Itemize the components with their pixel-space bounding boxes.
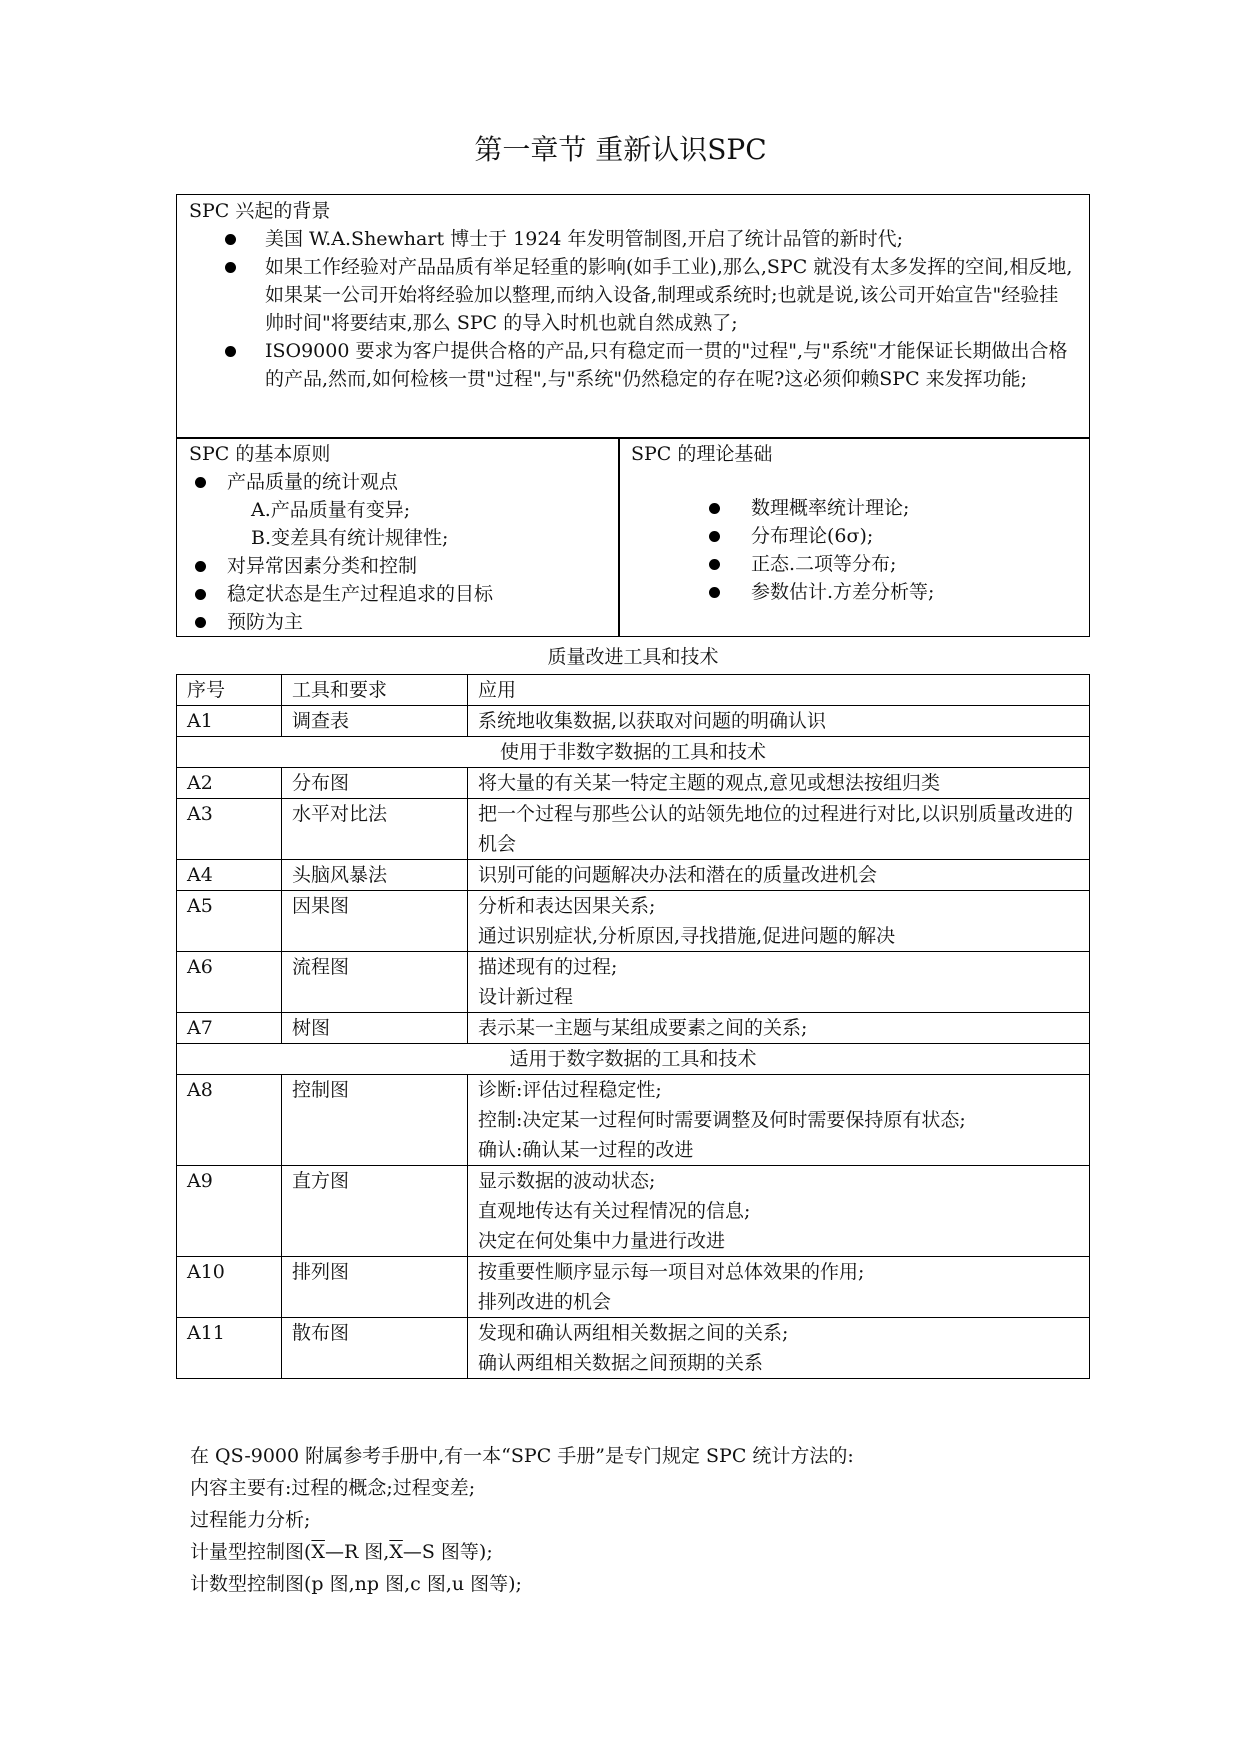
cell-app [468,768,1090,799]
theory-section [618,437,1090,637]
cell-tool: 水平对比法 [282,799,468,860]
app-line: 确认两组相关数据之间预期的关系 [478,1352,764,1374]
app-line: 发现和确认两组相关数据之间的关系; [478,1322,789,1344]
section-row [177,737,1090,768]
principle-item: 稳定状态是生产过程追求的目标 [189,580,607,608]
footer-line: 过程能力分析; [190,1509,311,1531]
app-line: 通过识别症状,分析原因,寻找措施,促进问题的解决 [478,925,896,947]
background-bullet: 美国 W.A.Shewhart 博士于 1924 年发明管制图,开启了统计品管的新时代; [189,225,1077,253]
cell-no: A11 [177,1318,282,1379]
theory-item: 数理概率统计理论; [631,494,1077,522]
cell-app [468,891,1090,952]
footer-line: 内容主要有:过程的概念;过程变差; [190,1477,476,1499]
page-title: 第一章节 重新认识SPC [474,133,767,166]
app-line: 分析和表达因果关系; [478,895,656,917]
cell-no: A6 [177,952,282,1013]
bullet-dot-icon [195,617,206,628]
cell-tool: 流程图 [282,952,468,1013]
app-line: 把一个过程与那些公认的站领先地位的过程进行对比,以识别质量改进的机会 [478,803,1074,855]
theory-heading: SPC 的理论基础 [631,443,773,465]
section-row [177,1044,1090,1075]
footer-line: 在 QS-9000 附属参考手册中,有一本“SPC 手册”是专门规定 SPC 统计方法的: [190,1445,854,1467]
table-row [177,891,1090,952]
bullet-dot-icon [225,234,236,245]
bullet-dot-icon [195,589,206,600]
footer-line: 计量型控制图($\overline{X}—R$ 图$,\overline{X}—S$ 图等); [190,1541,493,1563]
background-section [176,194,1090,439]
cell-no: A3 [177,799,282,860]
principle-item: 对异常因素分类和控制 [189,552,607,580]
cell-no: A2 [177,768,282,799]
background-heading: SPC 兴起的背景 [189,200,331,222]
app-line: 按重要性顺序显示每一项目对总体效果的作用; [478,1261,865,1283]
bullet-dot-icon [709,559,720,570]
table-row [177,952,1090,1013]
bullet-dot-icon [709,587,720,598]
section-title: 使用于非数字数据的工具和技术 [177,737,1090,768]
table-row [177,706,1090,737]
cell-app [468,706,1090,737]
table-row [177,1257,1090,1318]
cell-no: A9 [177,1166,282,1257]
cell-no: A10 [177,1257,282,1318]
principles-section [176,437,620,637]
app-line: 描述现有的过程; [478,956,618,978]
app-line: 表示某一主题与某组成要素之间的关系; [478,1017,808,1039]
bullet-dot-icon [225,346,236,357]
bullet-dot-icon [195,477,206,488]
app-line: 排列改进的机会 [478,1291,612,1313]
cell-tool: 控制图 [282,1075,468,1166]
principle-item: 产品质量的统计观点 [189,468,607,496]
header-tool: 工具和要求 [282,675,468,706]
tools-caption: 质量改进工具和技术 [547,646,719,668]
app-line: 将大量的有关某一特定主题的观点,意见或想法按组归类 [478,772,941,794]
xbar-symbol: $\overline{X}$ [311,1541,325,1563]
background-bullet: ISO9000 要求为客户提供合格的产品,只有稳定而一贯的"过程",与"系统"才能保证长期做出合格的产品,然而,如何检核一贯"过程",与"系统"仍然稳定的存在呢?这必须仰赖SPC 来发挥功能; [189,337,1077,393]
cell-app [468,860,1090,891]
bullet-dot-icon [709,503,720,514]
app-line: 系统地收集数据,以获取对问题的明确认识 [478,710,827,732]
principle-item: 预防为主 [189,608,607,636]
header-no: 序号 [177,675,282,706]
table-row [177,1013,1090,1044]
cell-app [468,1257,1090,1318]
app-line: 诊断:评估过程稳定性; [478,1079,662,1101]
principle-subitem: A.产品质量有变异; [251,499,411,521]
table-row [177,1166,1090,1257]
cell-no: A4 [177,860,282,891]
table-row [177,768,1090,799]
table-header-row [177,675,1090,706]
cell-tool: 因果图 [282,891,468,952]
app-line: 直观地传达有关过程情况的信息; [478,1200,751,1222]
app-line: 决定在何处集中力量进行改进 [478,1230,726,1252]
cell-tool: 头脑风暴法 [282,860,468,891]
table-row [177,799,1090,860]
table-row [177,860,1090,891]
app-line: 确认:确认某一过程的改进 [478,1139,694,1161]
cell-app [468,1075,1090,1166]
cell-tool: 分布图 [282,768,468,799]
background-bullet: 如果工作经验对产品品质有举足轻重的影响(如手工业),那么,SPC 就没有太多发挥的空间,相反地,如果某一公司开始将经验加以整理,而纳入设备,制理或系统时;也就是说,该公司开始宣告"经验挂帅时间"将要结束,那么 SPC 的导入时机也就自然成熟了; [189,253,1077,337]
cell-app [468,799,1090,860]
table-row [177,1318,1090,1379]
cell-app [468,952,1090,1013]
cell-app [468,1318,1090,1379]
theory-item: 分布理论(6σ); [631,522,1077,550]
header-app: 应用 [468,675,1090,706]
app-line: 识别可能的问题解决办法和潜在的质量改进机会 [478,864,878,886]
cell-app [468,1013,1090,1044]
bullet-dot-icon [195,561,206,572]
theory-item: 正态.二项等分布; [631,550,1077,578]
cell-app [468,1166,1090,1257]
table-row [177,1075,1090,1166]
cell-tool: 调查表 [282,706,468,737]
cell-no: A1 [177,706,282,737]
cell-no: A7 [177,1013,282,1044]
section-title: 适用于数字数据的工具和技术 [177,1044,1090,1075]
principles-heading: SPC 的基本原则 [189,443,331,465]
theory-item: 参数估计.方差分析等; [631,578,1077,606]
footer-notes [190,1440,854,1600]
app-line: 控制:决定某一过程何时需要调整及何时需要保持原有状态; [478,1109,966,1131]
tools-table [176,674,1090,1379]
xbar-symbol: $\overline{X}$ [389,1541,403,1563]
cell-tool: 排列图 [282,1257,468,1318]
principle-subitem: B.变差具有统计规律性; [251,527,449,549]
cell-tool: 散布图 [282,1318,468,1379]
cell-no: A5 [177,891,282,952]
cell-tool: 树图 [282,1013,468,1044]
cell-tool: 直方图 [282,1166,468,1257]
cell-no: A8 [177,1075,282,1166]
app-line: 显示数据的波动状态; [478,1170,656,1192]
footer-line: 计数型控制图(p 图,np 图,c 图,u 图等); [190,1573,522,1595]
bullet-dot-icon [709,531,720,542]
bullet-dot-icon [225,262,236,273]
app-line: 设计新过程 [478,986,574,1008]
